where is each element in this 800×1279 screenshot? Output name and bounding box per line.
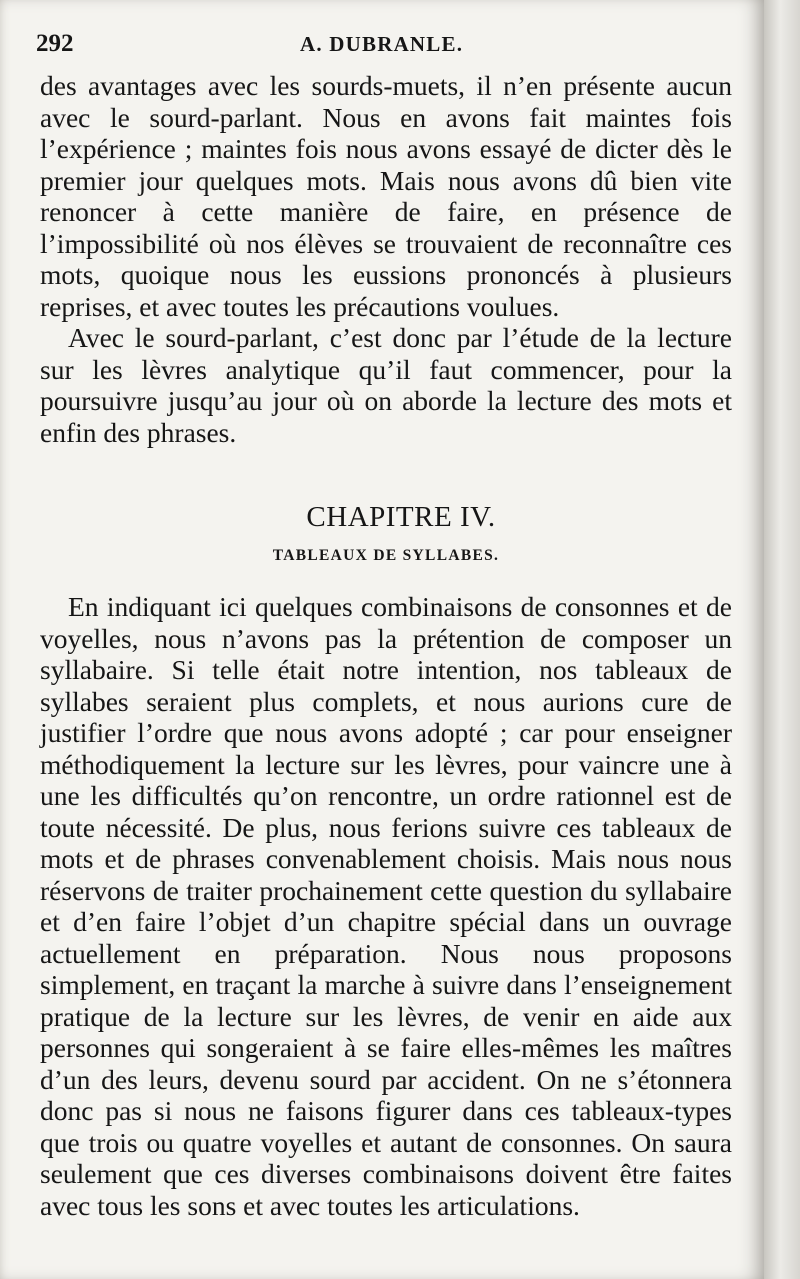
page-header [36,30,726,60]
paragraph-continued: des avantages avec les sourds-muets, il n’en présente aucun avec le sourd-parlant. Nous en avons fait maintes fois l’expérience ; maintes fois nous avons essayé de dicter dès le premier jour quelques mots. Mais nous avons dû bien vite renoncer à cette manière de faire, en présence de l’impossibilité où nos élèves se trouvaient de reconnaître ces mots, quoique nous les eussions prononcés à plusieurs reprises, et avec toutes les précautions voulues. [40,70,732,322]
section-title: TABLEAUX DE SYLLABES. [272,546,500,564]
paragraph-tableaux: En indiquant ici quelques combinaisons de consonnes et de voyelles, nous n’avons pas la prétention de composer un syllabaire. Si telle était notre intention, nos tableaux de syllabes seraient plus complets, et nous aurions cure de justifier l’ordre que nous avons adopté ; car pour enseigner méthodiquement la lecture sur les lèvres, pour vaincre une à une les difficultés qu’on rencontre, un ordre rationnel est de toute nécessité. De plus, nous ferions suivre ces tableaux de mots et de phrases convenablement choisis. Mais nous nous réservons de traiter prochainement cette question du syllabaire et d’en faire l’objet d’un chapitre spécial dans un ouvrage actuellement en préparation. Nous nous proposons simplement, en traçant la marche à suivre dans l’enseignement pratique de la lecture sur les lèvres, de venir en aide aux personnes qui songeraient à se faire elles-mêmes les maîtres d’un des leurs, devenu sourd par accident. On ne s’étonnera donc pas si nous ne faisons figurer dans ces tableaux-types que trois ou quatre voyelles et autant de consonnes. On saura seulement que ces diverses combinaisons doivent être faites avec tous les sons et avec toutes les articulations. [40,591,732,1221]
page-number: 292 [36,30,74,57]
page-edge [764,0,800,1279]
paragraph-sourd-parlant: Avec le sourd-parlant, c’est donc par l’étude de la lecture sur les lèvres analytique qu’il faut commencer, pour la poursuivre jusqu’au jour où on aborde la lecture des mots et enfin des phrases. [40,322,732,448]
page-body [40,70,732,1221]
running-head: A. DUBRANLE. [300,32,464,56]
chapter-title: CHAPITRE IV. [306,501,496,533]
